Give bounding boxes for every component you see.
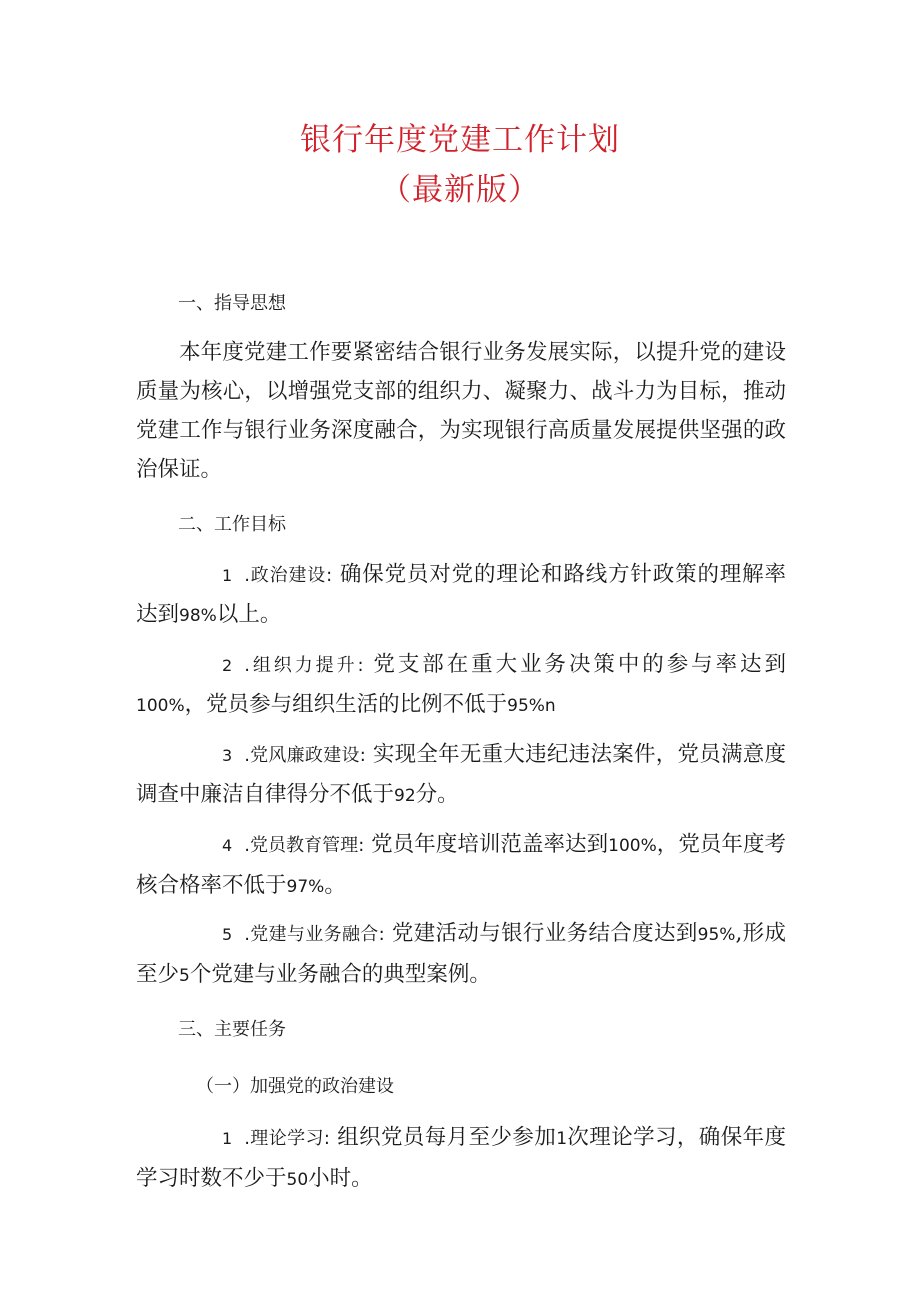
goal-number: 2 <box>222 656 233 675</box>
goal-label: .党建与业务融合: <box>244 924 385 945</box>
goal-item <box>136 914 786 996</box>
goal-text: 确保党员对党的理论和路线方针政策的理解率达到 <box>136 562 786 627</box>
task-label: .理论学习: <box>244 1128 330 1149</box>
section-heading-work-goals: 二、工作目标 <box>178 514 286 535</box>
goal-item <box>136 735 786 816</box>
goal-item <box>136 555 786 636</box>
task-text-mid: 次理论学习，确保年度学习时数不少于 <box>136 1125 786 1191</box>
goal-value-2: 95%n <box>507 696 556 716</box>
subsection-heading-political-building: （一）加强党的政治建设 <box>196 1076 394 1097</box>
goal-value: 100% <box>136 696 185 716</box>
goal-number: 3 <box>222 746 233 765</box>
task-number: 1 <box>222 1129 233 1148</box>
goal-label: .党风廉政建设: <box>244 745 366 766</box>
goal-text: 党员年度培训范盖率达到 <box>364 832 609 857</box>
task-text-end: 小时。 <box>308 1166 373 1191</box>
section-heading-main-tasks: 三、主要任务 <box>178 1019 286 1040</box>
goal-value: 95% <box>697 925 736 945</box>
task-text: 组织党员每月至少参加 <box>329 1125 557 1150</box>
task-value-2: 50 <box>286 1170 309 1190</box>
task-value: 1 <box>556 1129 568 1149</box>
goal-text: 党支部在重大业务决策中的参与率达到 <box>363 652 786 677</box>
goal-value: 100% <box>608 836 657 856</box>
goal-number: 4 <box>222 836 233 855</box>
goal-number: 5 <box>222 925 233 944</box>
goal-item <box>136 645 786 726</box>
goal-value: 98% <box>179 606 217 626</box>
section-heading-guiding-ideology: 一、指导思想 <box>178 293 286 314</box>
goal-text-end: 分。 <box>415 782 459 807</box>
goal-value-2: 5 <box>179 966 190 986</box>
goal-item <box>136 825 786 907</box>
goal-text: 党建活动与银行业务结合度达到 <box>384 921 698 946</box>
goal-number: 1 <box>222 566 233 585</box>
document-title: 银行年度党建工作计划 <box>300 122 620 158</box>
goal-text-mid: ,形成至少 <box>136 921 786 987</box>
goal-text-mid: ，党员参与组织生活的比例不低于 <box>184 692 508 717</box>
goal-text-end: 以上。 <box>216 602 282 627</box>
goal-value-2: 97% <box>286 877 325 897</box>
section-body-guiding-ideology: 本年度党建工作要紧密结合银行业务发展实际，以提升党的建设质量为核心，以增强党支部的组织力、凝聚力、战斗力为目标，推动党建工作与银行业务深度融合，为实现银行高质量发展提供坚强的政治保证。 <box>136 340 786 482</box>
goal-label: .党员教育管理: <box>244 835 365 856</box>
goal-value: 92 <box>394 786 416 806</box>
goal-text-end: 个党建与业务融合的典型案例。 <box>189 962 491 987</box>
goal-label: .组织力提升: <box>244 655 364 676</box>
goal-label: .政治建设: <box>244 565 333 586</box>
task-item <box>136 1118 786 1200</box>
goal-text-end: 。 <box>324 873 346 898</box>
goal-text: 实现全年无重大违纪违法案件，党员满意度调查中廉洁自律得分不低于 <box>136 742 786 807</box>
document-subtitle: （最新版） <box>380 172 540 208</box>
goal-text-mid: ，党员年度考核合格率不低于 <box>136 832 786 898</box>
